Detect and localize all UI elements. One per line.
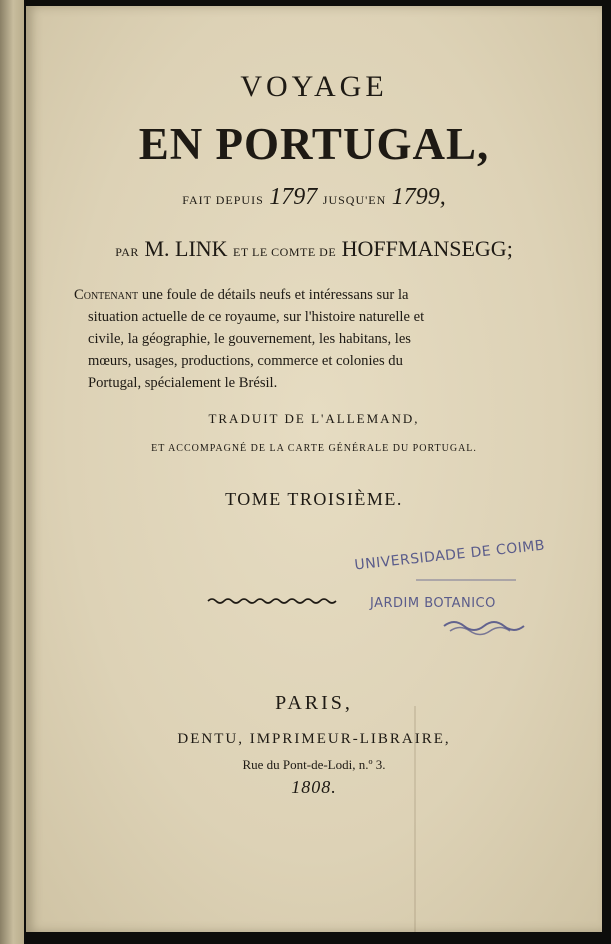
- stamp-botanical-garden-text: JARDIM BOTANICO: [370, 596, 496, 611]
- facing-page-edge: [0, 0, 24, 944]
- description-line-3: civile, la géographie, le gouvernement, les habitans, les: [88, 331, 411, 347]
- description-line-1: une foule de détails neufs et intéressans sur la: [138, 287, 409, 303]
- volume-title: TOME TROISIÈME.: [225, 489, 403, 509]
- par-text: PAR: [115, 245, 139, 259]
- title-line-portugal: EN PORTUGAL,: [138, 119, 490, 169]
- date-range-line: [26, 184, 602, 211]
- et-le-comte-text: ET LE COMTE DE: [233, 245, 337, 259]
- description-line-2: situation actuelle de ce royaume, sur l'histoire naturelle et: [88, 309, 425, 325]
- year-from: 1797: [269, 184, 318, 210]
- ornamental-rule: [206, 596, 338, 606]
- description-paragraph: [74, 284, 578, 394]
- imprint-year: 1808.: [291, 777, 337, 797]
- title-line-voyage: VOYAGE: [240, 70, 388, 103]
- imprint-city: PARIS,: [275, 692, 353, 714]
- paper-crease: [414, 706, 416, 932]
- translated-from-line: TRADUIT DE L'ALLEMAND,: [208, 411, 420, 426]
- title-page: [26, 6, 602, 932]
- description-line-5: Portugal, spécialement le Brésil.: [88, 375, 278, 391]
- imprint-printer: DENTU, IMPRIMEUR-LIBRAIRE,: [177, 731, 451, 747]
- year-to: 1799,: [391, 184, 446, 210]
- imprint-address: Rue du Pont-de-Lodi, n.º 3.: [242, 757, 386, 772]
- jusqu-en-text: JUSQU'EN: [322, 193, 387, 207]
- author-link: M. LINK: [144, 236, 228, 261]
- stamp-university-text: UNIVERSIDADE DE COIMB: [353, 537, 546, 574]
- description-lead: Contenant: [74, 287, 139, 303]
- description-line-4: mœurs, usages, productions, commerce et colonies du: [88, 353, 403, 369]
- authors-line: [26, 236, 602, 262]
- fait-depuis-text: FAIT DEPUIS: [182, 193, 264, 207]
- author-hoffmansegg: HOFFMANSEGG;: [341, 236, 513, 261]
- accompanied-by-line: ET ACCOMPAGNÉ DE LA CARTE GÉNÉRALE DU PORTUGAL.: [151, 443, 477, 454]
